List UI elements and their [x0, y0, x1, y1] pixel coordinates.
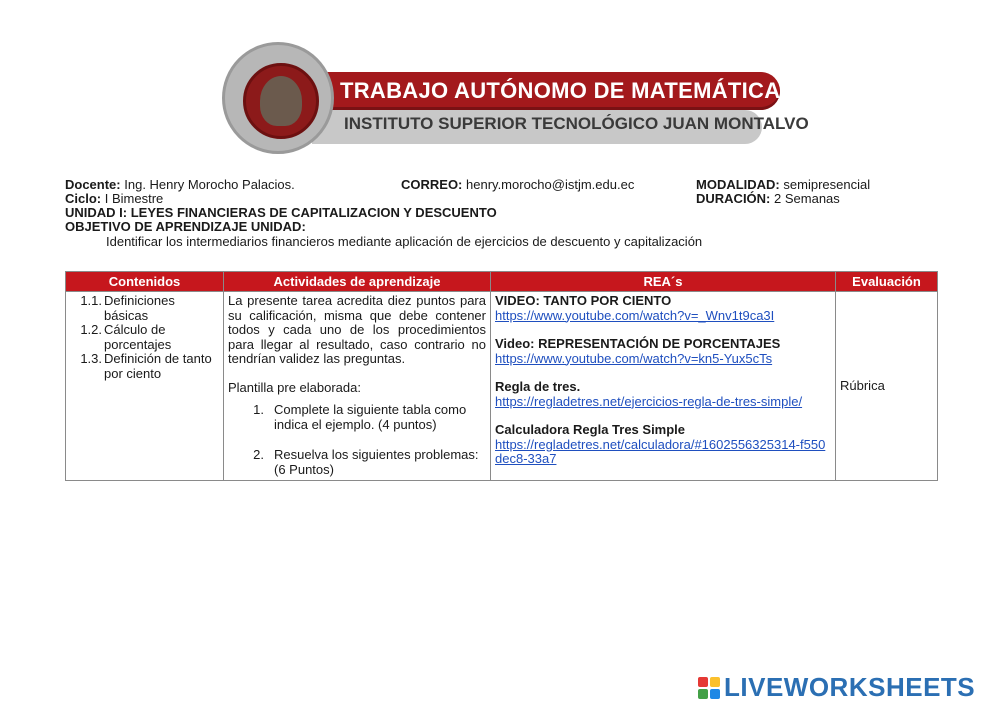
institution-name: INSTITUTO SUPERIOR TECNOLÓGICO JUAN MONTALVO	[344, 114, 809, 133]
header-evaluacion: Evaluación	[836, 272, 938, 292]
evaluation-cell: Rúbrica	[836, 292, 938, 481]
rea-item	[495, 423, 831, 467]
ciclo-value: I Bimestre	[104, 191, 164, 206]
duracion-label: DURACIÓN:	[696, 191, 771, 206]
docente-label: Docente:	[65, 177, 121, 192]
item-number: 1.2.	[80, 322, 102, 337]
item-text: Definición de tanto por ciento	[104, 351, 212, 381]
list-item	[228, 448, 486, 477]
docente-line	[65, 177, 295, 192]
rea-title: Calculadora Regla Tres Simple	[495, 422, 686, 437]
duracion-value: 2 Semanas	[774, 191, 840, 206]
liveworksheets-text: LIVEWORKSHEETS	[724, 672, 976, 702]
item-text: Definiciones básicas	[104, 293, 175, 323]
table-header-row	[66, 272, 938, 292]
unidad-line	[65, 205, 497, 220]
objetivo-label: OBJETIVO DE APRENDIZAJE UNIDAD:	[65, 219, 306, 234]
ciclo-line	[65, 191, 163, 206]
modalidad-label: MODALIDAD:	[696, 177, 780, 192]
list-item	[70, 352, 219, 381]
activities-cell	[224, 292, 491, 481]
rea-item	[495, 337, 831, 366]
objetivo-line	[65, 219, 306, 234]
activity-template: Plantilla pre elaborada:	[228, 379, 361, 395]
correo-value: henry.morocho@istjm.edu.ec	[466, 177, 635, 192]
rea-link[interactable]: https://www.youtube.com/watch?v=_Wnv1t9ca3I	[495, 307, 775, 323]
modalidad-line	[696, 177, 870, 192]
liveworksheets-logo-icon	[698, 677, 720, 699]
docente-value: Ing. Henry Morocho Palacios.	[124, 177, 295, 192]
rea-item	[495, 294, 831, 323]
logo-square	[698, 689, 708, 699]
logo-square	[710, 677, 720, 687]
rea-link[interactable]: https://www.youtube.com/watch?v=kn5-Yux5cTs	[495, 350, 773, 366]
logo-square	[710, 689, 720, 699]
table-row	[66, 292, 938, 481]
rea-title: Regla de tres.	[495, 379, 581, 394]
list-item	[70, 294, 219, 323]
item-number: 1.1.	[80, 293, 102, 308]
objetivo-text: Identificar los intermediarios financieros mediante aplicación de ejercicios de descuento y capitalización	[106, 234, 703, 249]
rea-cell	[491, 292, 836, 481]
document-title: TRABAJO AUTÓNOMO DE MATEMÁTICA	[340, 78, 781, 103]
correo-label: CORREO:	[401, 177, 463, 192]
step-text: Resuelva los siguientes problemas: (6 Puntos)	[274, 447, 479, 477]
correo-line	[401, 177, 634, 192]
plan-table	[65, 271, 938, 481]
header-reas: REA´s	[491, 272, 836, 292]
header-contenidos: Contenidos	[66, 272, 224, 292]
step-number: 1.	[253, 402, 264, 417]
header-banner	[222, 42, 809, 154]
item-number: 1.3.	[80, 351, 102, 366]
unidad-title: UNIDAD I: LEYES FINANCIERAS DE CAPITALIZACION Y DESCUENTO	[65, 205, 497, 220]
duracion-line	[696, 191, 840, 206]
logo-square	[698, 677, 708, 687]
rea-item	[495, 380, 831, 409]
contents-cell	[66, 292, 224, 481]
seal-inner	[243, 63, 319, 139]
list-item	[70, 323, 219, 352]
item-text: Cálculo de porcentajes	[104, 322, 172, 352]
rea-link[interactable]: https://regladetres.net/calculadora/#1602556325314-f550dec8-33a7	[495, 436, 826, 466]
step-number: 2.	[253, 447, 264, 462]
portrait-image	[260, 76, 302, 126]
contents-list	[70, 294, 219, 381]
rea-title: Video: REPRESENTACIÓN DE PORCENTAJES	[495, 336, 781, 351]
rea-link[interactable]: https://regladetres.net/ejercicios-regla-de-tres-simple/	[495, 393, 803, 409]
activity-intro: La presente tarea acredita diez puntos para su calificación, misma que debe contener todos y cada uno de los procedimientos para llegar al resultado, caso contrario no tendrían validez las preguntas.	[228, 293, 486, 366]
liveworksheets-watermark	[698, 672, 975, 703]
modalidad-value: semipresencial	[783, 177, 871, 192]
step-text: Complete la siguiente tabla como indica el ejemplo. (4 puntos)	[274, 402, 467, 432]
header-actividades: Actividades de aprendizaje	[224, 272, 491, 292]
rea-title: VIDEO: TANTO POR CIENTO	[495, 293, 672, 308]
list-item	[228, 403, 486, 432]
school-seal-logo	[222, 42, 334, 154]
ciclo-label: Ciclo:	[65, 191, 102, 206]
